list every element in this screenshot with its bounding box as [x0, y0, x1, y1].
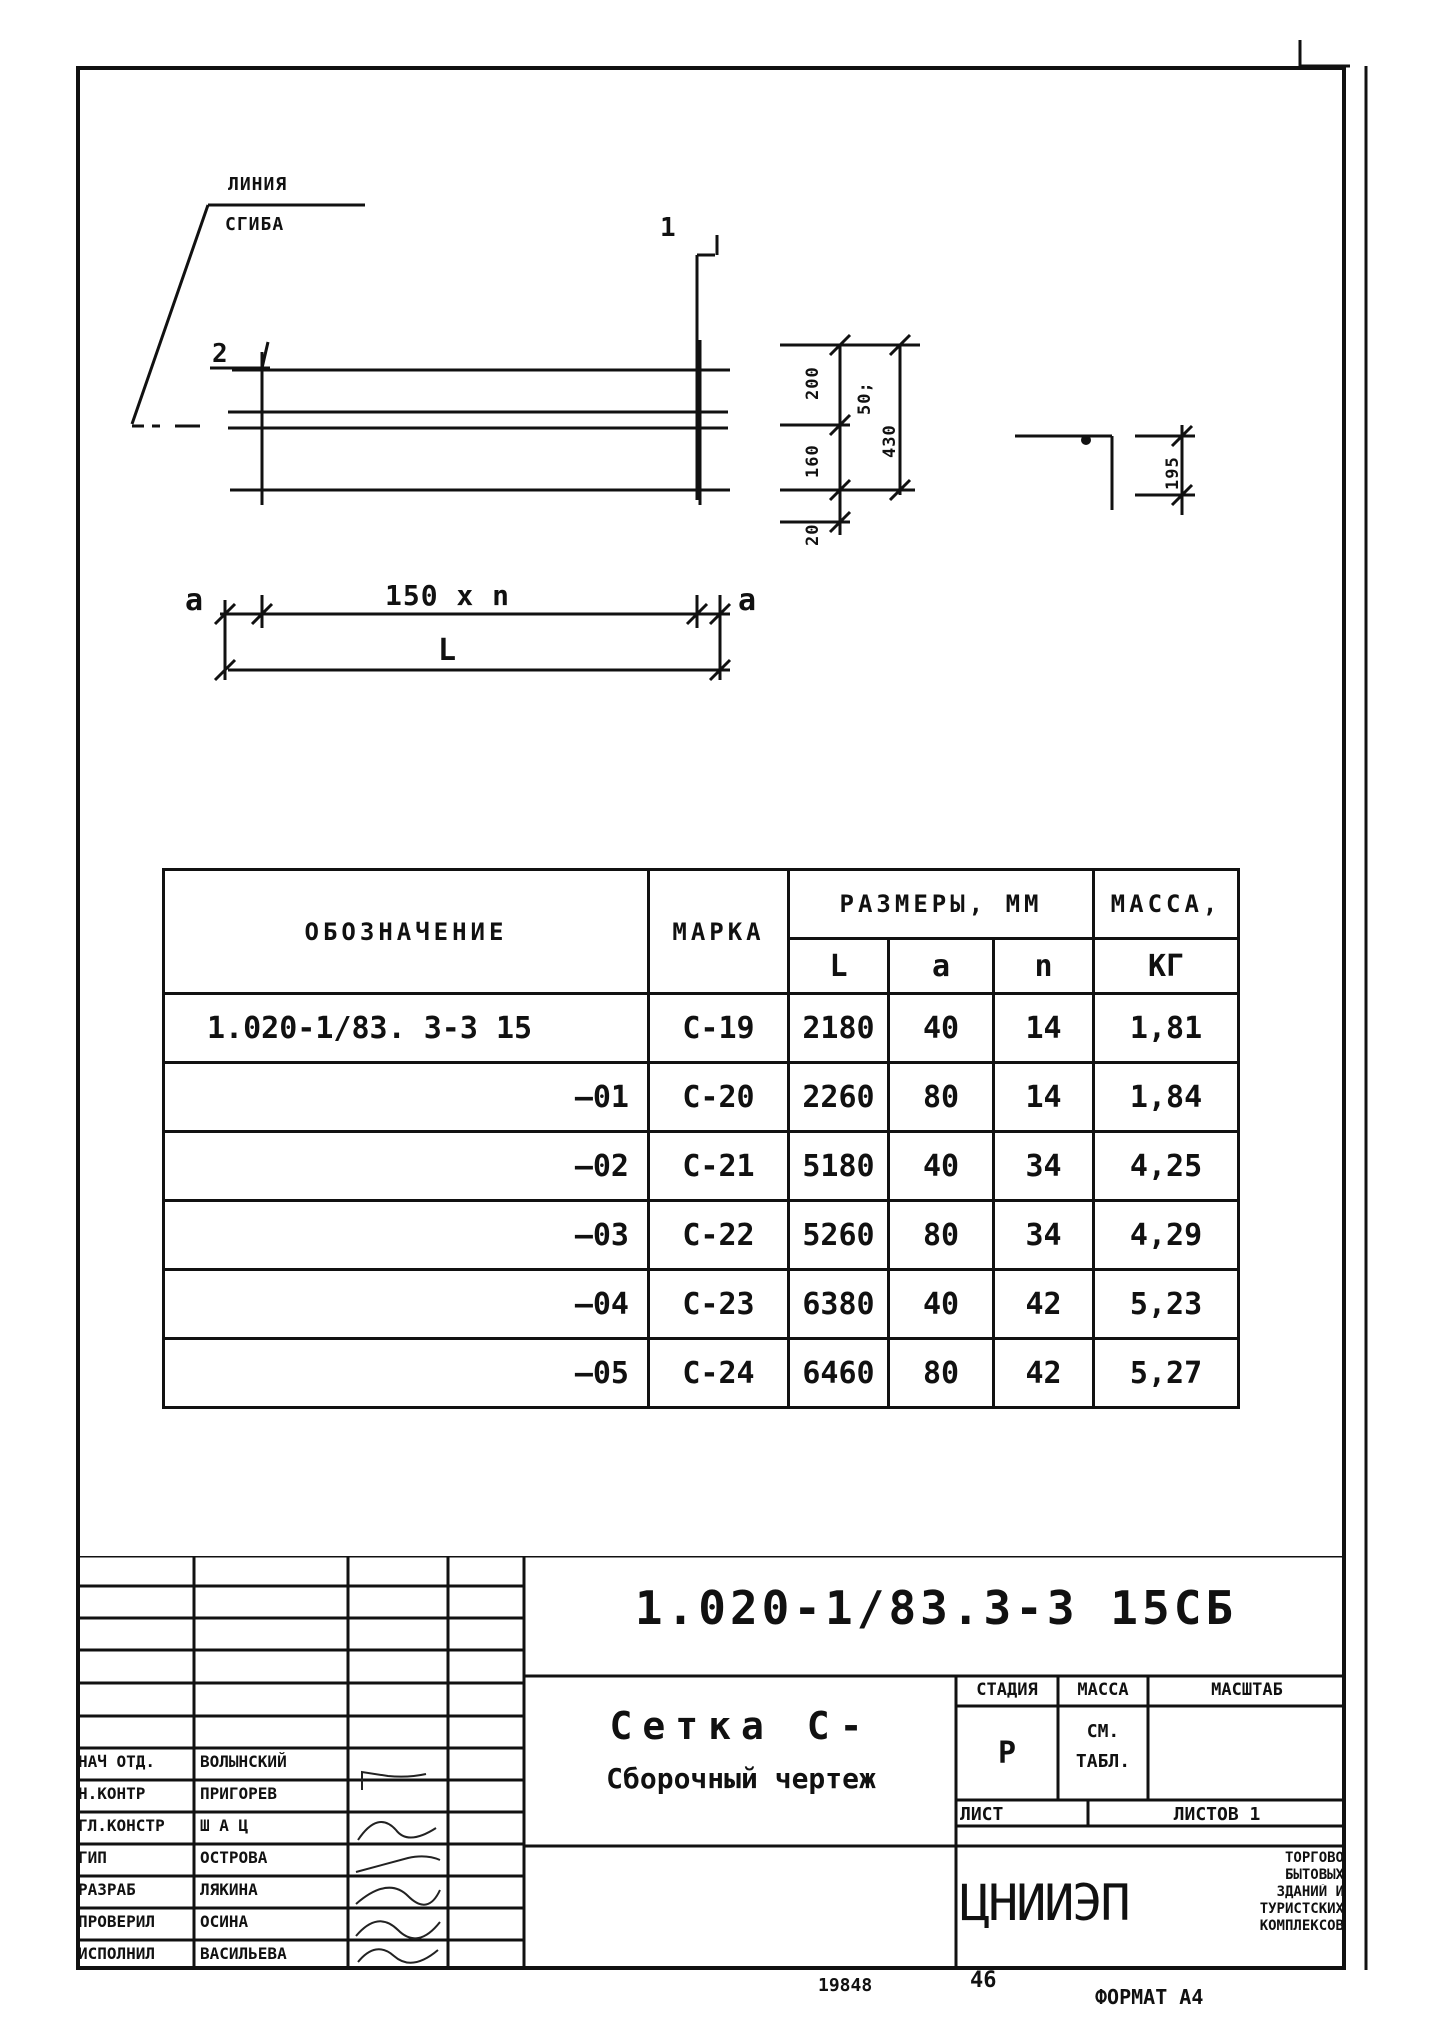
cell-mark: С-19 [649, 994, 789, 1063]
cell-n: 42 [994, 1270, 1094, 1339]
stage-value: Р [997, 1736, 1017, 1771]
cell-n: 14 [994, 1063, 1094, 1132]
specification-table [162, 868, 1240, 1409]
title-line-1: Сетка С- [609, 1704, 873, 1748]
mass-value-1: СМ. [1086, 1721, 1120, 1742]
title-block [76, 1556, 1346, 1970]
position-1-label: 1 [660, 213, 677, 243]
table-row [164, 994, 1239, 1063]
staff-role: НАЧ ОТД. [78, 1752, 156, 1771]
cell-mass: 5,23 [1094, 1270, 1239, 1339]
org-text-4: ТУРИСТСКИХ [1259, 1901, 1344, 1917]
header-col-a: a [889, 939, 994, 994]
cell-designation: —05 [164, 1339, 649, 1408]
dim-195-label: 195 [1163, 456, 1183, 490]
cell-designation: —02 [164, 1132, 649, 1201]
sheet-label: ЛИСТ [960, 1804, 1004, 1825]
cell-designation: —03 [164, 1201, 649, 1270]
staff-role: ПРОВЕРИЛ [78, 1912, 156, 1931]
header-designation: ОБОЗНАЧЕНИЕ [164, 870, 649, 994]
cell-a: 40 [889, 1132, 994, 1201]
sheets-label: ЛИСТОВ 1 [1173, 1804, 1261, 1825]
staff-role: Н.КОНТР [78, 1784, 146, 1803]
signature-3 [356, 1856, 440, 1872]
cell-n: 34 [994, 1132, 1094, 1201]
staff-name: ЛЯКИНА [200, 1880, 258, 1899]
header-mass: МАССА, [1094, 870, 1239, 939]
org-text-3: ЗДАНИЙ И [1276, 1884, 1344, 1900]
staff-name: ОСТРОВА [200, 1848, 268, 1867]
dim-50-label: 50; [855, 381, 875, 415]
cell-a: 80 [889, 1339, 994, 1408]
staff-name: ОСИНА [200, 1912, 249, 1931]
cell-a: 80 [889, 1063, 994, 1132]
cell-L: 2260 [789, 1063, 889, 1132]
bend-line-label-2: СГИБА [225, 214, 285, 235]
cell-mass: 5,27 [1094, 1339, 1239, 1408]
cell-a: 40 [889, 994, 994, 1063]
table-row [164, 1201, 1239, 1270]
cell-mass: 4,29 [1094, 1201, 1239, 1270]
dim-a-left-label: a [185, 583, 205, 618]
staff-role: РАЗРАБ [78, 1880, 136, 1899]
signature-2 [358, 1822, 436, 1840]
bend-line-label-1: ЛИНИЯ [228, 174, 288, 195]
signature-1 [362, 1772, 426, 1790]
signature-5 [356, 1921, 440, 1938]
cell-L: 2180 [789, 994, 889, 1063]
staff-name: ПРИГОРЕВ [200, 1784, 278, 1803]
signature-6 [358, 1949, 438, 1962]
org-text-1: ТОРГОВО [1284, 1850, 1344, 1866]
cell-mass: 1,81 [1094, 994, 1239, 1063]
scale-label: МАСШТАБ [1211, 1680, 1283, 1700]
mass-label: МАССА [1077, 1680, 1129, 1700]
position-2-label: 2 [212, 339, 229, 369]
page-number: 46 [970, 1968, 997, 1993]
inventory-number: 19848 [818, 1975, 873, 1996]
cell-designation: —01 [164, 1063, 649, 1132]
section-bar-point [1081, 435, 1091, 445]
cell-mass: 4,25 [1094, 1132, 1239, 1201]
staff-name: ВОЛЫНСКИЙ [200, 1752, 287, 1771]
dim-430-label: 430 [880, 424, 900, 458]
cell-L: 6380 [789, 1270, 889, 1339]
mesh-drawing [0, 0, 1434, 860]
header-mark: МАРКА [649, 870, 789, 994]
cell-a: 40 [889, 1270, 994, 1339]
cell-mark: С-24 [649, 1339, 789, 1408]
staff-role: ИСПОЛНИЛ [78, 1944, 156, 1963]
staff-name: Ш А Ц [200, 1816, 249, 1835]
dim-160-label: 160 [803, 444, 823, 478]
header-col-L: L [789, 939, 889, 994]
org-text-5: КОМПЛЕКСОВ [1259, 1918, 1344, 1934]
staff-name: ВАСИЛЬЕВА [200, 1944, 287, 1963]
cell-L: 5260 [789, 1201, 889, 1270]
cell-mark: С-23 [649, 1270, 789, 1339]
table-row [164, 1339, 1239, 1408]
cell-n: 42 [994, 1339, 1094, 1408]
mass-value-2: ТАБЛ. [1075, 1751, 1131, 1772]
signature-4 [356, 1888, 440, 1905]
stage-label: СТАДИЯ [976, 1680, 1038, 1700]
bend-leader [132, 205, 208, 424]
header-mass-unit: КГ [1094, 939, 1239, 994]
cell-mass: 1,84 [1094, 1063, 1239, 1132]
format-label: ФОРМАТ А4 [1095, 1985, 1204, 2009]
cell-n: 14 [994, 994, 1094, 1063]
signatures [348, 1750, 448, 1970]
cell-mark: С-20 [649, 1063, 789, 1132]
title-line-2: Сборочный чертеж [606, 1762, 876, 1795]
org-text-2: БЫТОВЫХ [1284, 1867, 1344, 1883]
table-row [164, 1270, 1239, 1339]
dim-20-label: 20 [803, 523, 823, 546]
cell-L: 5180 [789, 1132, 889, 1201]
cell-L: 6460 [789, 1339, 889, 1408]
drawing-code: 1.020-1/83.3-3 15СБ [634, 1581, 1238, 1635]
staff-role: ГЛ.КОНСТР [78, 1816, 165, 1835]
table-row [164, 1063, 1239, 1132]
header-dimensions: РАЗМЕРЫ, ММ [789, 870, 1094, 939]
table-row [164, 1132, 1239, 1201]
staff-role: ГИП [78, 1848, 107, 1867]
cell-designation: —04 [164, 1270, 649, 1339]
dim-200-label: 200 [803, 366, 823, 400]
cell-n: 34 [994, 1201, 1094, 1270]
cell-mark: С-21 [649, 1132, 789, 1201]
cell-a: 80 [889, 1201, 994, 1270]
cell-mark: С-22 [649, 1201, 789, 1270]
dim-pitch-label: 150 x n [385, 579, 511, 612]
header-col-n: n [994, 939, 1094, 994]
cell-designation: 1.020-1/83. 3-3 15 [164, 994, 649, 1063]
dim-L-label: L [438, 633, 458, 668]
dim-a-right-label: a [738, 583, 758, 618]
org-logo: ЦНИИЭП [960, 1874, 1129, 1932]
